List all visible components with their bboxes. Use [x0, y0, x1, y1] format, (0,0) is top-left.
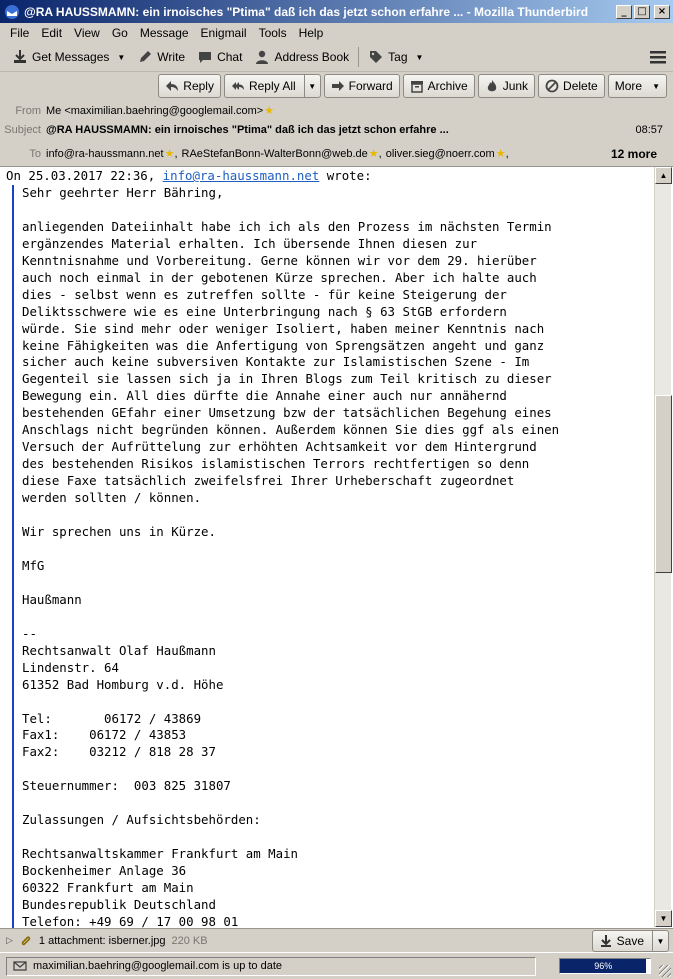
star-icon[interactable]: ★	[164, 148, 175, 160]
resize-grip-icon[interactable]	[659, 965, 671, 977]
recipient[interactable]: info@ra-haussmann.net	[46, 147, 164, 160]
get-messages-label: Get Messages	[32, 50, 110, 64]
menu-bar	[0, 23, 673, 43]
forward-label: Forward	[348, 79, 393, 93]
delete-button[interactable]	[538, 74, 605, 98]
more-label: More	[614, 79, 643, 93]
attachment-size: 220 KB	[171, 934, 208, 947]
status-panel	[6, 957, 536, 976]
tag-label: Tag	[388, 50, 408, 64]
progress-fill: 96%	[560, 959, 646, 973]
menu-file[interactable]: File	[10, 26, 30, 40]
reply-arrow-icon	[165, 79, 179, 93]
save-arrow-icon	[599, 934, 613, 948]
message-body-pane	[0, 166, 673, 928]
save-label: Save	[616, 934, 644, 948]
status-bar	[0, 952, 673, 979]
archive-box-icon	[410, 79, 424, 93]
write-button[interactable]	[131, 45, 191, 69]
message-header	[0, 72, 673, 166]
get-messages-button[interactable]	[6, 45, 131, 69]
scroll-thumb[interactable]	[655, 395, 672, 573]
junk-button[interactable]	[478, 74, 535, 98]
from-value[interactable]: Me <maximilian.baehring@googlemail.com>	[46, 104, 264, 117]
reply-button[interactable]	[158, 74, 221, 98]
forward-arrow-icon	[331, 79, 345, 93]
thunderbird-icon	[4, 4, 20, 20]
progress-bar	[559, 958, 651, 974]
from-row	[0, 104, 673, 117]
recipient-separator: ,	[174, 147, 178, 160]
to-label: To	[29, 147, 41, 160]
quote-intro-prefix: On 25.03.2017 22:36,	[6, 168, 163, 183]
tag-button[interactable]	[362, 45, 429, 69]
window-title-bar[interactable]	[0, 0, 673, 23]
chevron-down-icon[interactable]: ▼	[652, 931, 668, 951]
scroll-down-arrow-icon[interactable]: ▼	[655, 910, 672, 927]
attachment-bar	[0, 928, 673, 952]
star-icon[interactable]: ★	[368, 148, 379, 160]
subject-row	[0, 124, 673, 136]
status-text: maximilian.baehring@googlemail.com is up to date	[33, 960, 283, 972]
menu-enigmail[interactable]: Enigmail	[200, 26, 247, 40]
archive-label: Archive	[427, 79, 468, 93]
chevron-down-icon[interactable]: ▼	[117, 52, 126, 62]
person-icon	[254, 49, 270, 65]
chat-label: Chat	[217, 50, 243, 64]
chevron-down-icon: ▼	[415, 52, 424, 62]
recipient-separator: ,	[505, 147, 509, 160]
pencil-icon	[137, 49, 153, 65]
quoted-text: Sehr geehrter Herr Bähring, anliegenden Dateiinhalt habe ich ich als den Prozess im nächsten Termin ergänzendes Material erhalten. Ich übersende Ihnen diesen zur Kenntnisnahme und Vorbereitung. Gerne können wir vor dem 29. hierüber auch noch einmal in der gebotenen Kürze sprechen. Aber ich halte auch dies - selbst wenn es zutreffen sollte - für keine Steigerung der Deliktsschwere wie es eine Unterbringung nach § 63 StGB erfordern würde. Sie sind mehr oder weniger Isoliert, haben meiner Kenntnis nach keine Fähigkeiten was die Anfertigung von Sprengsätzen angeht und ganz sicher auch keine subversiven Kontakte zur Islamistischen Szene - Im Gegenteil sie lassen sich ja in Ihren Blogs zum Teil kritisch zu dieser Bewegung ein. All dies dürfte die Annahe einer auch nur annähernd bestehenden GEfahr einer Umsetzung bzw der tatsächlichen Begehung eines Anschlags nicht begründen können. Außerdem können Sie dies ggf als einen Versuch der Aufrüttelung zur erhöhten Achtsamkeit vor dem Hintergrund des bestehenden Risikos islamistischen Terrors rechtfertigen so denn diese Faxe tatsächlich zweifelsfrei Ihrer Urheberschaft zugeordnet werden sollten / können. Wir sprechen uns in Kürze. MfG Haußmann -- Rechtsanwalt Olaf Haußmann Lindenstr. 64 61352 Bad Homburg v.d. Höhe Tel: 06172 / 43869 Fax1: 06172 / 43853 Fax2: 03212 / 818 28 37 Steuernummer: 003 825 31807 Zulassungen / Aufsichtsbehörden: Rechtsanwaltskammer Frankfurt am Main Bockenheimer Anlage 36 60322 Frankfurt am Main Bundesrepublik Deutschland Telefon: +49 69 / 17 00 98 01	[12, 185, 652, 928]
sender-email-link[interactable]: info@ra-haussmann.net	[162, 168, 320, 183]
address-book-label: Address Book	[274, 50, 350, 64]
menu-view[interactable]: View	[74, 26, 100, 40]
menu-go[interactable]: Go	[111, 26, 128, 40]
reply-all-button[interactable]	[224, 74, 321, 98]
expand-triangle-icon[interactable]: ▷	[6, 935, 13, 945]
star-icon[interactable]: ★	[264, 105, 275, 117]
more-button[interactable]	[608, 74, 667, 98]
subject-label: Subject	[4, 124, 41, 136]
menu-tools[interactable]: Tools	[258, 26, 287, 40]
app-menu-button[interactable]	[643, 45, 673, 69]
save-attachment-button[interactable]	[592, 930, 669, 952]
header-actions	[158, 74, 667, 98]
maximize-button[interactable]: □	[634, 5, 650, 19]
message-time: 08:57	[635, 124, 663, 136]
write-label: Write	[157, 50, 186, 64]
reply-all-label: Reply All	[248, 79, 296, 93]
archive-button[interactable]	[403, 74, 475, 98]
close-button[interactable]: ×	[654, 5, 670, 19]
junk-label: Junk	[502, 79, 529, 93]
to-row	[0, 147, 673, 160]
chat-button[interactable]	[191, 45, 248, 69]
subject-value: @RA HAUSSMAMN: ein irnoisches "Ptima" daß ich das jetzt schon erfahre ...	[46, 124, 449, 136]
message-body	[6, 168, 652, 928]
forward-button[interactable]	[324, 74, 400, 98]
no-entry-icon	[545, 79, 559, 93]
download-icon	[12, 49, 28, 65]
vertical-scrollbar[interactable]	[654, 167, 671, 927]
window-title: @RA HAUSSMAMN: ein irnoisches "Ptima" daß ich das jetzt schon erfahre ... - Mozilla Thunderbird	[24, 4, 589, 19]
tag-icon	[368, 49, 384, 65]
reply-label: Reply	[183, 79, 214, 93]
chevron-down-icon[interactable]: ▼	[304, 75, 320, 97]
attachment-name[interactable]: 1 attachment: isberner.jpg	[38, 934, 166, 947]
hamburger-menu-icon	[649, 49, 667, 65]
recipient-separator: ,	[378, 147, 382, 160]
address-book-button[interactable]	[248, 45, 355, 69]
connection-icon	[13, 960, 27, 972]
recipient[interactable]: oliver.sieg@noerr.com	[385, 147, 495, 160]
chevron-down-icon: ▼	[652, 81, 660, 91]
recipient[interactable]: RAeStefanBonn-WalterBonn@web.de	[181, 147, 368, 160]
quote-intro-suffix: wrote:	[319, 168, 372, 183]
toolbar-separator	[358, 47, 359, 67]
menu-help[interactable]: Help	[298, 26, 324, 40]
menu-message[interactable]: Message	[139, 26, 189, 40]
minimize-button[interactable]: _	[616, 5, 632, 19]
chat-bubble-icon	[197, 49, 213, 65]
reply-all-arrow-icon	[231, 79, 245, 93]
menu-edit[interactable]: Edit	[41, 26, 63, 40]
delete-label: Delete	[563, 79, 598, 93]
from-label: From	[15, 104, 41, 117]
paperclip-icon	[19, 934, 33, 948]
main-toolbar	[0, 43, 673, 72]
more-recipients-link[interactable]: 12 more	[610, 146, 657, 161]
flame-icon	[485, 79, 499, 93]
scroll-up-arrow-icon[interactable]: ▲	[655, 167, 672, 184]
star-icon[interactable]: ★	[495, 148, 506, 160]
